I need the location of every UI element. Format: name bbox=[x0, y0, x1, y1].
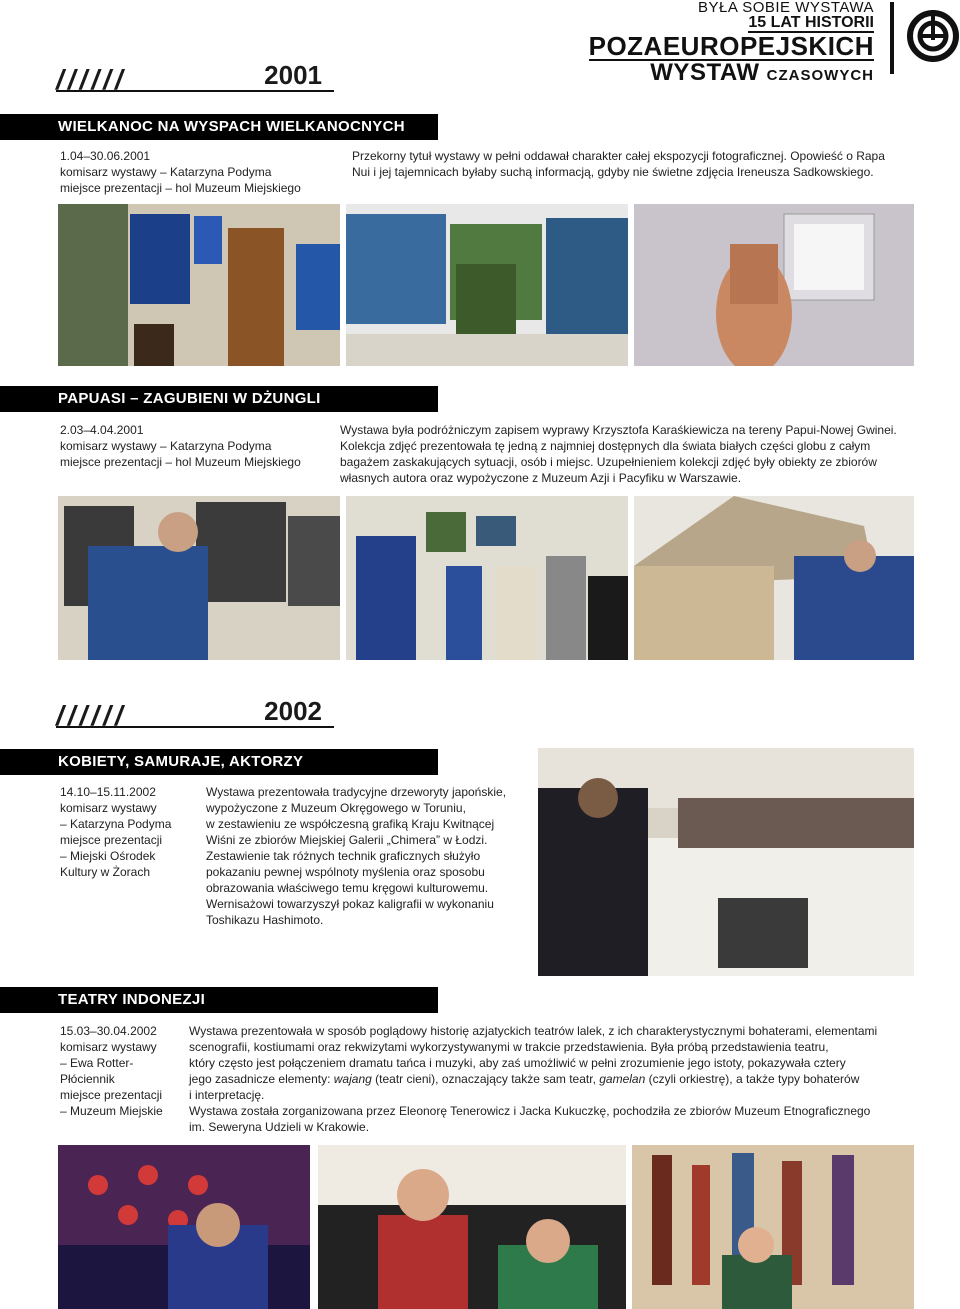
section-meta bbox=[60, 784, 171, 880]
section-meta bbox=[60, 1023, 163, 1119]
description-line: bagażem zaskakujących sytuacji, osób i miejsc. Uzupełnieniem kolekcji zdjęć były obiekty ze zbiorów bbox=[340, 455, 877, 469]
meta-venue: Kultury w Żorach bbox=[60, 865, 151, 879]
section-description bbox=[352, 148, 885, 180]
section-title: KOBIETY, SAMURAJE, AKTORZY bbox=[58, 753, 304, 770]
year-divider-2002 bbox=[56, 696, 334, 731]
exhibition-photo bbox=[346, 496, 628, 660]
description-line bbox=[189, 1071, 877, 1087]
meta-curator-label: komisarz wystawy bbox=[60, 801, 157, 815]
section-description bbox=[189, 1023, 877, 1135]
section-title: PAPUASI – ZAGUBIENI W DŻUNGLI bbox=[58, 390, 321, 407]
section-title-bar bbox=[0, 987, 438, 1013]
exhibition-photo bbox=[318, 1145, 626, 1309]
section-title-bar bbox=[0, 114, 438, 140]
section-title: WIELKANOC NA WYSPACH WIELKANOCNYCH bbox=[58, 118, 405, 135]
description-text: (czyli orkiestrę), a także typy bohaterów bbox=[648, 1072, 860, 1086]
header-line-4-small: CZASOWYCH bbox=[766, 67, 874, 84]
meta-curator-label: komisarz wystawy bbox=[60, 1040, 157, 1054]
meta-dates: 15.03–30.04.2002 bbox=[60, 1024, 157, 1038]
section-meta bbox=[60, 148, 301, 196]
header-line-4-big: WYSTAW bbox=[650, 59, 760, 86]
slash-marks: ////// bbox=[56, 64, 127, 95]
meta-venue: – Muzeum Miejskie bbox=[60, 1104, 163, 1118]
section-title-bar bbox=[0, 386, 438, 412]
description-line: Zestawienie tak różnych technik graficznych służyło bbox=[206, 849, 481, 863]
meta-venue: – Miejski Ośrodek bbox=[60, 849, 156, 863]
section-title-bar bbox=[0, 749, 438, 775]
section-meta bbox=[60, 422, 301, 470]
year-divider-2001 bbox=[56, 60, 334, 95]
meta-curator: Płóciennik bbox=[60, 1072, 115, 1086]
description-line: Wystawa prezentowała tradycyjne drzeworyty japońskie, bbox=[206, 785, 507, 799]
section-description bbox=[206, 784, 506, 928]
exhibition-photo bbox=[58, 204, 340, 366]
year-label: 2001 bbox=[264, 60, 322, 90]
meta-curator: – Ewa Rotter- bbox=[60, 1056, 134, 1070]
section-title: TEATRY INDONEZJI bbox=[58, 991, 206, 1008]
header-line-1: BYŁA SOBIE WYSTAWA bbox=[698, 0, 874, 16]
description-line: Wiśni ze zbiorów Miejskiej Galerii „Chimera” w Łodzi. bbox=[206, 833, 488, 847]
exhibition-photo bbox=[346, 204, 628, 366]
header-branding bbox=[589, 0, 874, 85]
section-description bbox=[340, 422, 897, 486]
header-line-4 bbox=[589, 61, 874, 85]
meta-venue: miejsce prezentacji – hol Muzeum Miejskiego bbox=[60, 455, 301, 469]
description-line: i interpretację. bbox=[189, 1088, 265, 1102]
term-gamelan: gamelan bbox=[599, 1072, 646, 1086]
meta-dates: 2.03–4.04.2001 bbox=[60, 423, 144, 437]
description-line: Przekorny tytuł wystawy w pełni oddawał charakter całej ekspozycji fotograficznej. Opowieść o Rapa bbox=[352, 149, 885, 163]
header-divider bbox=[890, 2, 894, 74]
description-line: Wystawa została zorganizowana przez Eleonorę Tenerowicz i Jacka Kukuczkę, pochodziła ze zbiorów Muzeum Etnograficznego bbox=[189, 1104, 871, 1118]
description-line: Kolekcja zdjęć prezentowała tę jedną z najmniej dostępnych dla świata białych części globu z całym bbox=[340, 439, 871, 453]
exhibition-photo bbox=[632, 1145, 914, 1309]
exhibition-photo bbox=[634, 496, 914, 660]
description-line: Toshikazu Hashimoto. bbox=[206, 913, 324, 927]
description-line: scenografii, kostiumami oraz rekwizytami wykorzystywanymi w trakcie przedstawienia. Była próbą przedstawienia teatru, bbox=[189, 1040, 829, 1054]
exhibition-photo bbox=[58, 1145, 310, 1309]
description-line: w zestawieniu ze współczesną grafiką Kraju Kwitnącej bbox=[206, 817, 495, 831]
description-line: Wystawa była podróżniczym zapisem wyprawy Krzysztofa Karaśkiewicza na tereny Papui-Nowej Gwinei. bbox=[340, 423, 897, 437]
slash-marks: ////// bbox=[56, 700, 127, 731]
exhibition-photo bbox=[58, 496, 340, 660]
term-wajang: wajang bbox=[333, 1072, 372, 1086]
description-text: (teatr cieni), oznaczający także sam teatr, bbox=[375, 1072, 596, 1086]
exhibition-photo bbox=[538, 748, 914, 976]
description-line: pokazaniu pewnej wspólnoty myślenia oraz sposobu bbox=[206, 865, 485, 879]
description-line: który często jest połączeniem dramatu tańca i muzyki, aby zaś umożliwić w pełni zrozumienie jego istoty, pokazywała cztery bbox=[189, 1056, 846, 1070]
meta-venue: miejsce prezentacji – hol Muzeum Miejskiego bbox=[60, 181, 301, 195]
meta-dates: 1.04–30.06.2001 bbox=[60, 149, 151, 163]
meta-dates: 14.10–15.11.2002 bbox=[60, 785, 156, 799]
exhibition-photo bbox=[634, 204, 914, 366]
year-label: 2002 bbox=[264, 696, 322, 726]
description-line: wypożyczone z Muzeum Okręgowego w Toruniu, bbox=[206, 801, 466, 815]
meta-venue-label: miejsce prezentacji bbox=[60, 1088, 163, 1102]
description-line: Nui i jej tajemnicach byłaby suchą informacją, gdyby nie świetne zdjęcia Ireneusza Sadkowskiego. bbox=[352, 165, 874, 179]
meta-venue-label: miejsce prezentacji bbox=[60, 833, 163, 847]
museum-logo-icon bbox=[906, 0, 960, 70]
meta-curator: – Katarzyna Podyma bbox=[60, 817, 172, 831]
meta-curator: komisarz wystawy – Katarzyna Podyma bbox=[60, 165, 272, 179]
description-line: Wernisażowi towarzyszył pokaz kaligrafii w wykonaniu bbox=[206, 897, 494, 911]
header-line-2: 15 LAT HISTORII bbox=[748, 14, 874, 31]
header-line-3: POZAEUROPEJSKICH bbox=[588, 31, 874, 61]
description-line: Wystawa prezentowała w sposób poglądowy historię azjatyckich teatrów lalek, z ich charakterystycznymi bohaterami, elementami bbox=[189, 1024, 878, 1038]
meta-curator: komisarz wystawy – Katarzyna Podyma bbox=[60, 439, 272, 453]
description-line: obrazowania właściwego temu kręgowi kulturowemu. bbox=[206, 881, 489, 895]
description-line: im. Seweryna Udzieli w Krakowie. bbox=[189, 1120, 370, 1134]
description-line: własnych autora oraz wypożyczone z Muzeum Azji i Pacyfiku w Warszawie. bbox=[340, 471, 742, 485]
description-text: jego zasadnicze elementy: bbox=[189, 1072, 331, 1086]
